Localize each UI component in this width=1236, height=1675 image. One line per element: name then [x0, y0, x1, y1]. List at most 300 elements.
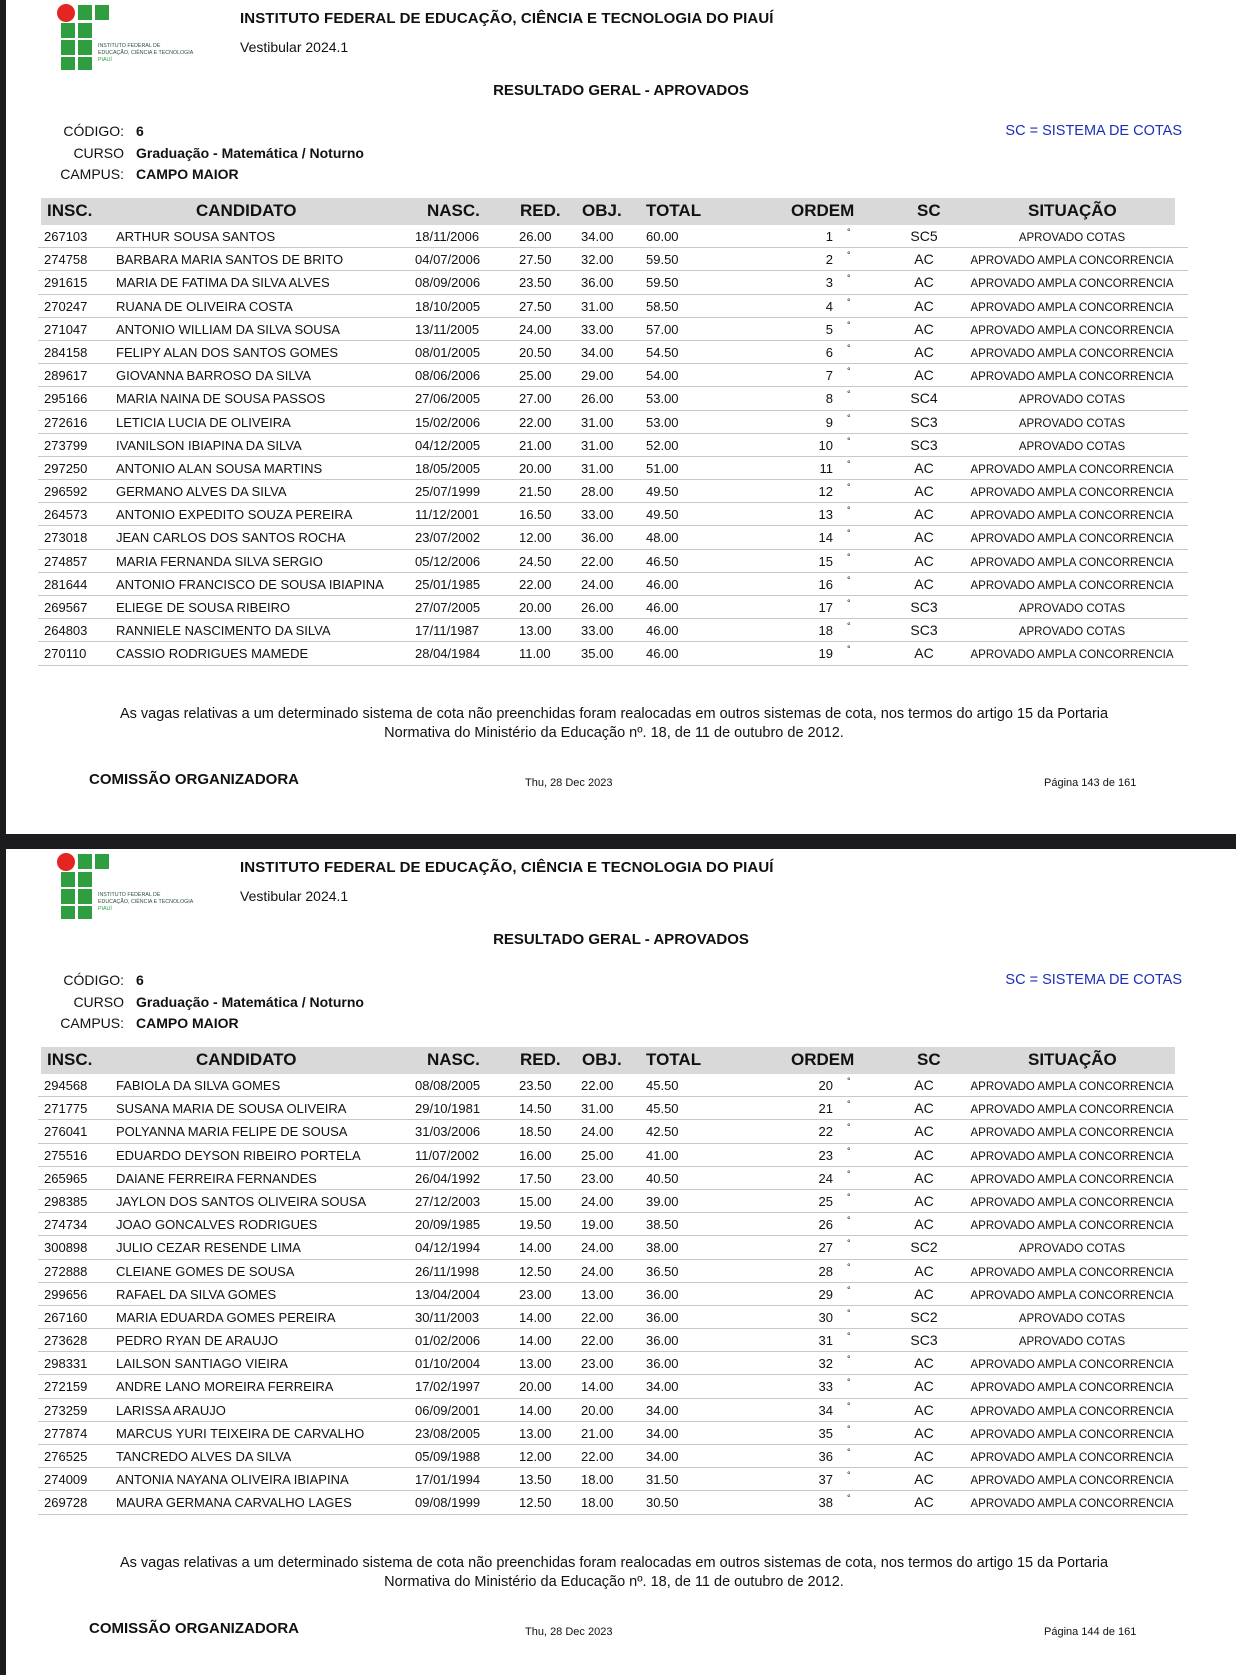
cell-insc: 273259 — [44, 1402, 88, 1418]
cell-ordem: 18 — [818, 623, 833, 639]
cell-insc: 273799 — [44, 437, 88, 453]
institution-name: INSTITUTO FEDERAL DE EDUCAÇÃO, CIÊNCIA E TECNOLOGIA DO PIAUÍ — [240, 859, 774, 876]
cell-candidato: ARTHUR SOUSA SANTOS — [116, 229, 276, 244]
cell-sc: SC5 — [910, 228, 938, 244]
ordinal-mark: ° — [847, 598, 851, 608]
cell-candidato: RANNIELE NASCIMENTO DA SILVA — [116, 623, 331, 639]
exam-name: Vestibular 2024.1 — [240, 39, 349, 55]
cell-situacao: APROVADO COTAS — [1018, 394, 1126, 407]
cell-red: 22.00 — [519, 414, 552, 430]
cell-sc: AC — [914, 1192, 934, 1209]
table-row — [38, 341, 1188, 364]
cell-insc: 295166 — [44, 391, 88, 407]
col-nasc: NASC. — [427, 1050, 480, 1069]
cell-red: 14.50 — [519, 1101, 552, 1117]
ordinal-mark: ° — [847, 1191, 851, 1202]
cell-nasc: 17/02/1997 — [415, 1379, 481, 1395]
cell-total: 36.00 — [646, 1333, 679, 1349]
col-red: RED. — [520, 1050, 561, 1069]
table-row — [38, 619, 1188, 642]
table-row — [38, 1399, 1188, 1422]
cell-insc: 276041 — [44, 1124, 88, 1140]
cell-red: 27.00 — [519, 391, 552, 407]
cell-ordem: 37 — [818, 1472, 833, 1488]
cell-nasc: 13/04/2004 — [415, 1286, 481, 1302]
ordinal-mark: ° — [847, 319, 851, 330]
cell-insc: 297250 — [44, 460, 88, 476]
table-row — [38, 1236, 1188, 1259]
cell-red: 22.00 — [519, 576, 552, 592]
cell-nasc: 25/07/1999 — [415, 484, 481, 500]
cell-ordem: 1 — [825, 229, 833, 244]
cell-ordem: 11 — [819, 460, 833, 476]
campus-value: CAMPO MAIOR — [136, 1015, 239, 1031]
table-body — [38, 225, 1188, 666]
cell-situacao: APROVADO COTAS — [1018, 1312, 1126, 1325]
table-row — [38, 1144, 1188, 1167]
cell-insc: 274758 — [44, 252, 88, 268]
col-obj: OBJ. — [582, 201, 622, 220]
cell-red: 14.00 — [519, 1402, 552, 1418]
cell-total: 34.00 — [646, 1425, 679, 1441]
cell-obj: 26.00 — [581, 391, 614, 407]
cell-nasc: 05/09/1988 — [415, 1449, 481, 1464]
table-header — [41, 1047, 1175, 1074]
cell-obj: 22.00 — [581, 1309, 614, 1325]
cell-ordem: 12 — [818, 484, 833, 500]
cell-sc: AC — [914, 529, 934, 546]
curso-value: Graduação - Matemática / Noturno — [136, 145, 364, 161]
cell-total: 46.00 — [646, 600, 679, 615]
results-table — [38, 1047, 1188, 1515]
cell-nasc: 26/11/1998 — [415, 1263, 480, 1279]
cell-candidato: CLEIANE GOMES DE SOUSA — [116, 1263, 295, 1279]
ordinal-mark: ° — [847, 250, 851, 261]
cell-nasc: 28/04/1984 — [415, 646, 481, 662]
cell-total: 36.00 — [646, 1309, 679, 1325]
cell-obj: 24.00 — [581, 1193, 614, 1209]
cell-candidato: RAFAEL DA SILVA GOMES — [116, 1286, 277, 1302]
table-row — [38, 295, 1188, 318]
ordinal-mark: ° — [847, 458, 851, 469]
cell-red: 23.50 — [519, 1078, 552, 1093]
cell-candidato: SUSANA MARIA DE SOUSA OLIVEIRA — [116, 1101, 347, 1117]
table-row — [38, 1329, 1188, 1352]
cell-sc: AC — [914, 1494, 934, 1511]
cell-ordem: 10 — [818, 437, 833, 453]
cell-candidato: BARBARA MARIA SANTOS DE BRITO — [116, 252, 344, 268]
ordinal-mark: ° — [847, 1261, 851, 1272]
cell-red: 13.50 — [519, 1472, 552, 1488]
cell-insc: 271047 — [44, 321, 88, 337]
cell-insc: 264803 — [44, 623, 88, 639]
cell-red: 24.50 — [519, 553, 552, 569]
cell-nasc: 08/01/2005 — [415, 344, 481, 360]
cell-situacao: APROVADO AMPLA CONCORRENCIA — [970, 1266, 1174, 1279]
cell-situacao: APROVADO AMPLA CONCORRENCIA — [970, 1405, 1174, 1418]
cell-ordem: 26 — [818, 1217, 833, 1233]
ordinal-mark: ° — [847, 1400, 851, 1411]
cell-ordem: 33 — [818, 1379, 833, 1395]
col-obj: OBJ. — [582, 1050, 622, 1069]
cell-red: 27.50 — [519, 252, 552, 268]
cell-total: 60.00 — [646, 229, 679, 244]
cell-red: 15.00 — [519, 1193, 552, 1209]
cell-ordem: 6 — [825, 344, 833, 360]
ordinal-mark: ° — [847, 1284, 851, 1295]
cell-nasc: 27/06/2005 — [415, 391, 481, 407]
cell-total: 34.00 — [646, 1379, 679, 1395]
ordinal-mark: ° — [847, 644, 851, 655]
cell-situacao: APROVADO COTAS — [1018, 232, 1126, 244]
cell-obj: 31.00 — [581, 298, 614, 314]
cell-candidato: MARIA NAINA DE SOUSA PASSOS — [116, 391, 326, 407]
cell-sc: AC — [914, 1262, 934, 1279]
cell-situacao: APROVADO AMPLA CONCORRENCIA — [970, 1289, 1174, 1302]
campus-value: CAMPO MAIOR — [136, 166, 239, 182]
col-sc: SC — [917, 201, 941, 220]
cell-obj: 20.00 — [581, 1402, 614, 1418]
cell-total: 34.00 — [646, 1449, 679, 1464]
cell-total: 45.50 — [646, 1101, 679, 1117]
cell-situacao: APROVADO AMPLA CONCORRENCIA — [970, 649, 1174, 662]
cell-obj: 29.00 — [581, 368, 614, 384]
cell-ordem: 23 — [818, 1147, 833, 1163]
cell-sc: AC — [914, 343, 934, 360]
cell-insc: 272616 — [44, 414, 88, 430]
cell-obj: 26.00 — [581, 600, 614, 615]
cell-situacao: APROVADO AMPLA CONCORRENCIA — [970, 1104, 1174, 1117]
cell-insc: 264573 — [44, 507, 88, 523]
cell-obj: 14.00 — [581, 1379, 614, 1395]
cell-total: 59.50 — [646, 275, 679, 291]
cell-total: 58.50 — [646, 298, 679, 314]
ordinal-mark: ° — [847, 1423, 851, 1434]
codigo-value: 6 — [136, 972, 144, 988]
ordinal-mark: ° — [847, 366, 851, 377]
table-row — [38, 1468, 1188, 1491]
cell-obj: 25.00 — [581, 1147, 614, 1163]
cell-ordem: 24 — [818, 1170, 833, 1186]
cell-situacao: APROVADO AMPLA CONCORRENCIA — [970, 487, 1174, 500]
cell-ordem: 20 — [818, 1078, 833, 1093]
cell-situacao: APROVADO AMPLA CONCORRENCIA — [970, 278, 1174, 291]
cell-nasc: 30/11/2003 — [415, 1309, 480, 1325]
ordinal-mark: ° — [847, 435, 851, 446]
cell-insc: 265965 — [44, 1170, 88, 1186]
cell-obj: 33.00 — [581, 507, 614, 523]
cell-insc: 270110 — [44, 646, 87, 662]
cell-ordem: 3 — [825, 275, 833, 291]
cell-insc: 269567 — [44, 600, 88, 615]
curso-row — [40, 994, 364, 1010]
cell-candidato: PEDRO RYAN DE ARAUJO — [116, 1333, 279, 1349]
table-row — [38, 1352, 1188, 1375]
cell-insc: 291615 — [44, 275, 88, 291]
cell-sc: SC2 — [910, 1239, 938, 1256]
footnote — [46, 1554, 1182, 1592]
cell-total: 49.50 — [646, 484, 679, 500]
cell-candidato: ANTONIA NAYANA OLIVEIRA IBIAPINA — [116, 1472, 349, 1488]
cell-candidato: ANDRE LANO MOREIRA FERREIRA — [116, 1379, 334, 1395]
cell-candidato: IVANILSON IBIAPINA DA SILVA — [116, 437, 302, 453]
table-row — [38, 1306, 1188, 1329]
col-ordem: ORDEM — [791, 1050, 855, 1069]
cell-red: 19.50 — [519, 1217, 552, 1233]
ifpi-logo — [50, 2, 230, 72]
cell-obj: 34.00 — [581, 229, 614, 244]
cell-insc: 276525 — [44, 1449, 88, 1464]
cell-insc: 300898 — [44, 1240, 88, 1256]
cell-ordem: 5 — [825, 321, 833, 337]
cell-red: 21.50 — [519, 484, 552, 500]
cell-ordem: 8 — [825, 391, 833, 407]
cell-red: 14.00 — [519, 1240, 552, 1256]
table-row — [38, 271, 1188, 294]
cell-situacao: APROVADO AMPLA CONCORRENCIA — [970, 533, 1174, 546]
curso-value: Graduação - Matemática / Noturno — [136, 994, 364, 1010]
cell-situacao: APROVADO COTAS — [1018, 1243, 1126, 1256]
cell-ordem: 14 — [818, 530, 833, 546]
table-row — [38, 364, 1188, 387]
table-row — [38, 411, 1188, 434]
ordinal-mark: ° — [847, 389, 851, 400]
cell-candidato: ELIEGE DE SOUSA RIBEIRO — [116, 600, 291, 615]
signature: COMISSÃO ORGANIZADORA — [89, 771, 299, 788]
col-nasc: NASC. — [427, 201, 480, 220]
ordinal-mark: ° — [847, 412, 851, 423]
curso-label: CURSO — [73, 994, 124, 1010]
cell-nasc: 18/05/2005 — [415, 460, 481, 476]
cell-total: 49.50 — [646, 507, 679, 523]
footnote-line-2: Normativa do Ministério da Educação nº. 18, de 11 de outubro de 2012. — [384, 1574, 844, 1590]
cell-insc: 274857 — [44, 553, 88, 569]
svg-text:EDUCAÇÃO, CIÊNCIA E TECNOLOGIA: EDUCAÇÃO, CIÊNCIA E TECNOLOGIA — [98, 50, 194, 56]
cell-sc: AC — [914, 575, 934, 592]
cell-insc: 298331 — [44, 1356, 88, 1372]
cell-candidato: LARISSA ARAUJO — [116, 1402, 226, 1418]
codigo-value: 6 — [136, 123, 144, 139]
table-row — [38, 1260, 1188, 1283]
cell-sc: AC — [914, 1146, 934, 1163]
table-row — [38, 1213, 1188, 1236]
cell-red: 20.50 — [519, 344, 552, 360]
cell-red: 16.50 — [519, 507, 552, 523]
cell-red: 12.50 — [519, 1263, 552, 1279]
cell-total: 46.50 — [646, 553, 679, 569]
cell-total: 40.50 — [646, 1170, 679, 1186]
col-total: TOTAL — [646, 1050, 702, 1069]
col-total: TOTAL — [646, 201, 702, 220]
cell-obj: 36.00 — [581, 275, 614, 291]
footnote-line-2: Normativa do Ministério da Educação nº. 18, de 11 de outubro de 2012. — [384, 725, 844, 741]
cell-nasc: 18/10/2005 — [415, 298, 481, 314]
cell-insc: 275516 — [44, 1147, 88, 1163]
exam-name: Vestibular 2024.1 — [240, 888, 349, 904]
cell-ordem: 32 — [818, 1356, 833, 1372]
cell-nasc: 11/12/2001 — [415, 507, 480, 523]
table-header — [41, 198, 1175, 225]
cell-red: 21.00 — [519, 437, 552, 453]
ordinal-mark: ° — [847, 528, 851, 539]
cell-nasc: 01/02/2006 — [415, 1333, 481, 1349]
cell-situacao: APROVADO AMPLA CONCORRENCIA — [970, 324, 1174, 337]
sc-legend: SC = SISTEMA DE COTAS — [1005, 123, 1182, 139]
cell-obj: 36.00 — [581, 530, 614, 546]
cell-red: 23.00 — [519, 1286, 552, 1302]
cell-insc: 296592 — [44, 484, 88, 500]
cell-nasc: 04/12/2005 — [415, 437, 481, 453]
cell-total: 36.00 — [646, 1286, 679, 1302]
cell-nasc: 05/12/2006 — [415, 553, 481, 569]
cell-insc: 298385 — [44, 1193, 88, 1209]
cell-total: 31.50 — [646, 1472, 679, 1488]
cell-candidato: TANCREDO ALVES DA SILVA — [116, 1449, 292, 1464]
ordinal-mark: ° — [847, 1168, 851, 1179]
cell-sc: AC — [914, 1285, 934, 1302]
cell-ordem: 22 — [818, 1124, 833, 1140]
cell-obj: 28.00 — [581, 484, 614, 500]
cell-obj: 23.00 — [581, 1170, 614, 1186]
cell-nasc: 04/07/2006 — [415, 252, 481, 268]
results-table — [38, 198, 1188, 666]
cell-sc: AC — [914, 1100, 934, 1117]
col-situacao: SITUAÇÃO — [1028, 1050, 1117, 1069]
cell-obj: 33.00 — [581, 321, 614, 337]
cell-sc: AC — [914, 367, 934, 384]
cell-obj: 22.00 — [581, 1333, 614, 1349]
cell-obj: 35.00 — [581, 646, 614, 662]
cell-candidato: ANTONIO ALAN SOUSA MARTINS — [116, 460, 323, 476]
col-red: RED. — [520, 201, 561, 220]
cell-sc: AC — [914, 1471, 934, 1488]
cell-total: 36.00 — [646, 1356, 679, 1372]
cell-red: 14.00 — [519, 1333, 552, 1349]
cell-red: 11.00 — [519, 646, 551, 662]
cell-sc: AC — [914, 645, 934, 662]
cell-situacao: APROVADO AMPLA CONCORRENCIA — [970, 510, 1174, 523]
print-date: Thu, 28 Dec 2023 — [525, 777, 613, 789]
cell-obj: 13.00 — [581, 1286, 614, 1302]
cell-candidato: GIOVANNA BARROSO DA SILVA — [116, 368, 312, 384]
table-row — [38, 1120, 1188, 1143]
document-page — [6, 0, 1236, 834]
cell-candidato: FABIOLA DA SILVA GOMES — [116, 1078, 281, 1093]
cell-candidato: FELIPY ALAN DOS SANTOS GOMES — [116, 344, 339, 360]
cell-situacao: APROVADO AMPLA CONCORRENCIA — [970, 1452, 1174, 1464]
ifpi-logo — [50, 851, 230, 921]
cell-sc: AC — [914, 1448, 934, 1464]
cell-red: 20.00 — [519, 460, 552, 476]
curso-row — [40, 145, 364, 161]
cell-situacao: APROVADO AMPLA CONCORRENCIA — [970, 579, 1174, 592]
ordinal-mark: ° — [847, 1470, 851, 1481]
cell-sc: AC — [914, 1216, 934, 1233]
col-situacao: SITUAÇÃO — [1028, 201, 1117, 220]
cell-situacao: APROVADO COTAS — [1018, 417, 1126, 430]
cell-nasc: 29/10/1981 — [415, 1101, 481, 1117]
cell-nasc: 23/07/2002 — [415, 530, 481, 546]
ordinal-mark: ° — [847, 1099, 851, 1110]
campus-label: CAMPUS: — [60, 166, 124, 182]
cell-sc: SC4 — [910, 390, 938, 407]
sc-legend: SC = SISTEMA DE COTAS — [1005, 972, 1182, 988]
cell-insc: 284158 — [44, 344, 88, 360]
cell-sc: AC — [914, 1077, 934, 1093]
cell-situacao: APROVADO AMPLA CONCORRENCIA — [970, 1382, 1174, 1395]
table-row — [38, 1074, 1188, 1097]
cell-sc: AC — [914, 1424, 934, 1441]
cell-obj: 33.00 — [581, 623, 614, 639]
codigo-row — [40, 972, 144, 988]
cell-situacao: APROVADO COTAS — [1018, 1336, 1126, 1349]
cell-total: 46.00 — [646, 576, 679, 592]
table-row — [38, 434, 1188, 457]
cell-ordem: 13 — [818, 507, 833, 523]
cell-ordem: 16 — [818, 576, 833, 592]
cell-insc: 270247 — [44, 298, 88, 314]
cell-nasc: 26/04/1992 — [415, 1170, 481, 1186]
cell-red: 13.00 — [519, 623, 552, 639]
cell-nasc: 23/08/2005 — [415, 1425, 481, 1441]
cell-total: 42.50 — [646, 1124, 679, 1140]
cell-nasc: 17/01/1994 — [415, 1472, 481, 1488]
svg-text:INSTITUTO FEDERAL DE: INSTITUTO FEDERAL DE — [98, 892, 161, 898]
cell-total: 30.50 — [646, 1495, 679, 1511]
cell-nasc: 11/07/2002 — [415, 1147, 480, 1163]
cell-red: 12.00 — [519, 530, 552, 546]
cell-candidato: JEAN CARLOS DOS SANTOS ROCHA — [116, 530, 346, 546]
cell-sc: AC — [914, 1169, 934, 1186]
cell-sc: AC — [914, 274, 934, 291]
cell-insc: 271775 — [44, 1101, 88, 1117]
cell-nasc: 08/06/2006 — [415, 368, 481, 384]
cell-candidato: ANTONIO WILLIAM DA SILVA SOUSA — [116, 321, 340, 337]
ordinal-mark: ° — [847, 1331, 851, 1342]
svg-text:EDUCAÇÃO, CIÊNCIA E TECNOLOGIA: EDUCAÇÃO, CIÊNCIA E TECNOLOGIA — [98, 899, 194, 905]
cell-insc: 273628 — [44, 1333, 88, 1349]
page-title: RESULTADO GERAL - APROVADOS — [493, 931, 749, 948]
cell-obj: 18.00 — [581, 1495, 614, 1511]
col-candidato: CANDIDATO — [196, 1050, 297, 1069]
cell-insc: 289617 — [44, 368, 88, 384]
cell-candidato: JAYLON DOS SANTOS OLIVEIRA SOUSA — [116, 1193, 367, 1209]
table-row — [38, 526, 1188, 549]
page-number: Página 143 de 161 — [1044, 777, 1137, 789]
cell-sc: AC — [914, 320, 934, 337]
cell-candidato: GERMANO ALVES DA SILVA — [116, 484, 287, 500]
cell-insc: 274009 — [44, 1472, 88, 1488]
cell-insc: 273018 — [44, 530, 88, 546]
cell-total: 38.50 — [646, 1217, 679, 1233]
codigo-label: CÓDIGO: — [63, 972, 124, 988]
cell-sc: AC — [914, 483, 934, 500]
cell-red: 12.50 — [519, 1495, 552, 1511]
cell-candidato: CASSIO RODRIGUES MAMEDE — [116, 646, 309, 662]
cell-red: 13.00 — [519, 1356, 552, 1372]
cell-ordem: 21 — [818, 1101, 833, 1117]
cell-ordem: 36 — [818, 1449, 833, 1464]
ordinal-mark: ° — [847, 1307, 851, 1318]
cell-situacao: APROVADO AMPLA CONCORRENCIA — [970, 1359, 1174, 1372]
cell-obj: 31.00 — [581, 437, 614, 453]
cell-candidato: MARIA EDUARDA GOMES PEREIRA — [116, 1309, 336, 1325]
ordinal-mark: ° — [847, 551, 851, 562]
curso-label: CURSO — [73, 145, 124, 161]
cell-obj: 24.00 — [581, 1240, 614, 1256]
cell-total: 51.00 — [646, 460, 679, 476]
cell-nasc: 06/09/2001 — [415, 1402, 481, 1418]
